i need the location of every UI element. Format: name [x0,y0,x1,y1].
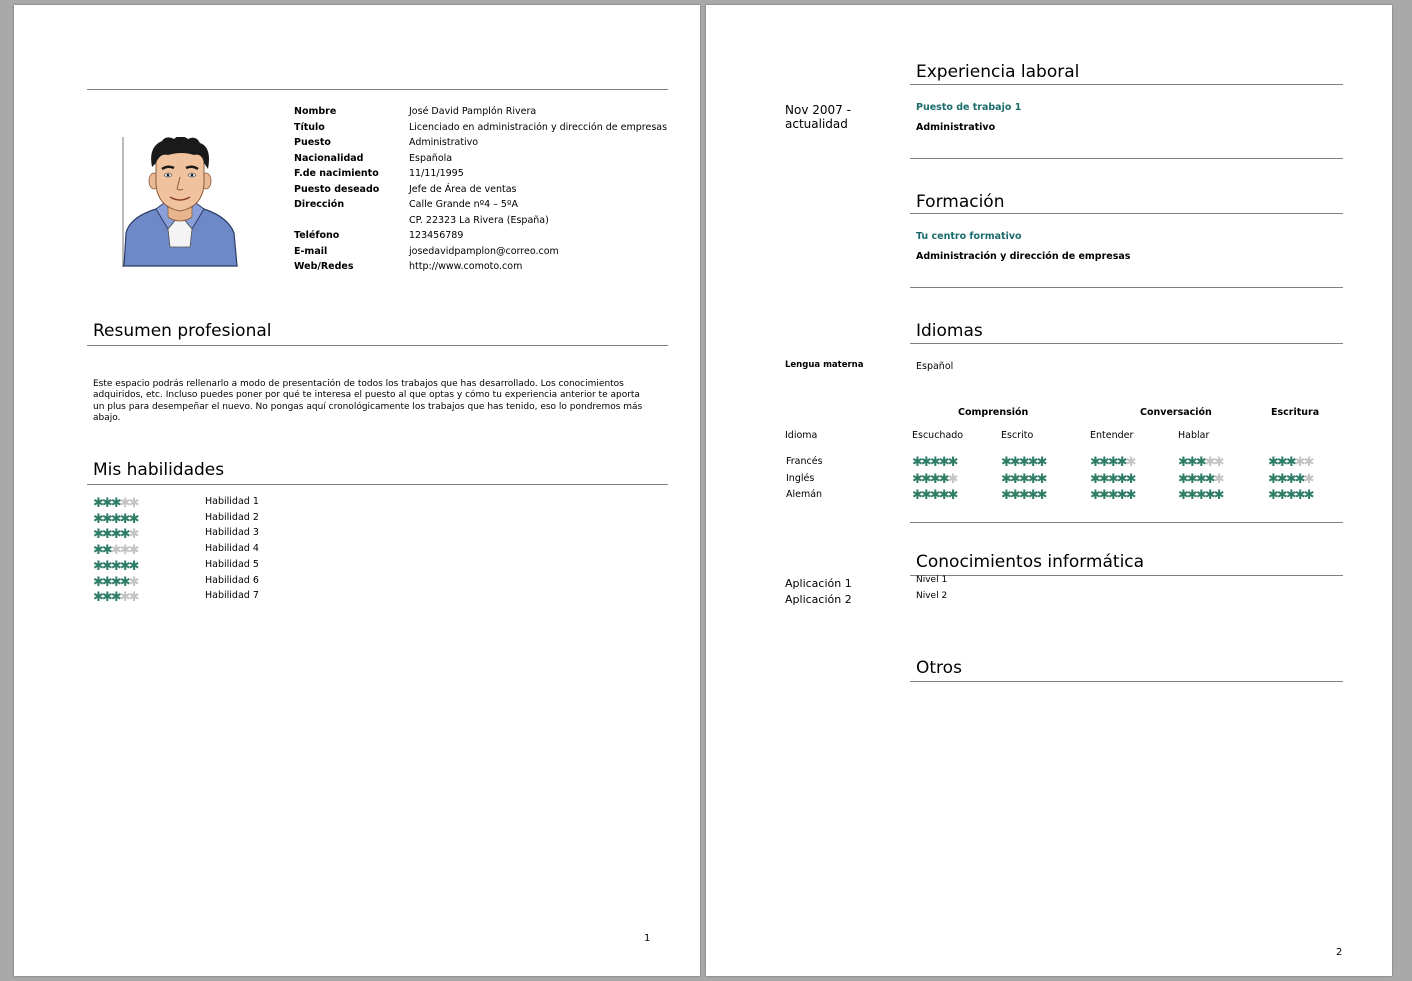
experience-period-end: actualidad [785,117,848,131]
star-filled-icon: ✱ [1186,471,1196,487]
it-level: Nivel 2 [916,590,948,601]
experience-bottom-rule [910,158,1343,159]
star-filled-icon: ✱ [1285,471,1295,487]
experience-period [785,103,851,131]
skill-stars [93,528,138,541]
summary-line: abajo. [93,412,121,423]
info-value: Administrativo [409,137,479,148]
star-filled-icon: ✱ [920,455,930,470]
star-filled-icon: ✱ [1001,488,1010,503]
star-filled-icon: ✱ [101,590,111,606]
experience-title: Experiencia laboral [916,62,1080,82]
star-filled-icon: ✱ [1009,488,1019,503]
language-stars [1268,473,1313,486]
star-filled-icon: ✱ [1107,471,1117,487]
star-filled-icon: ✱ [1294,471,1304,487]
star-filled-icon: ✱ [1178,455,1187,470]
star-filled-icon: ✱ [110,496,120,511]
info-label: Dirección [294,199,345,210]
star-filled-icon: ✱ [1018,488,1028,503]
star-filled-icon: ✱ [1027,488,1037,503]
it-level: Nivel 1 [916,575,948,585]
star-filled-icon: ✱ [93,574,102,590]
languages-bottom-rule [910,522,1343,523]
star-filled-icon: ✱ [93,543,102,559]
language-stars [1001,473,1046,486]
education-rule [910,213,1343,214]
star-filled-icon: ✱ [1285,455,1295,470]
it-app: Aplicación 2 [785,592,852,606]
star-filled-icon: ✱ [101,527,111,543]
star-filled-icon: ✱ [920,471,930,487]
star-filled-icon: ✱ [1001,455,1010,470]
star-filled-icon: ✱ [1186,455,1196,470]
star-filled-icon: ✱ [93,558,102,574]
skill-stars [93,513,138,526]
star-filled-icon: ✱ [1090,488,1099,503]
star-filled-icon: ✱ [1204,471,1214,487]
info-value: 123456789 [409,230,464,241]
education-title: Formación [916,192,1005,212]
language-stars [1268,456,1313,469]
info-value: Licenciado en administración y dirección de empresas [409,121,668,133]
star-filled-icon: ✱ [93,527,102,543]
skills-rule [87,484,668,485]
star-filled-icon: ✱ [101,496,111,511]
info-label: Web/Redes [294,261,354,272]
star-filled-icon: ✱ [1268,471,1277,487]
summary-line: Este espacio podrás rellenarlo a modo de presentación de todos los trabajos que has desarrollado. Los conocimientos [93,379,624,389]
avatar [122,137,238,267]
star-filled-icon: ✱ [1116,488,1126,503]
info-value: Española [409,152,453,164]
star-filled-icon: ✱ [929,471,939,487]
star-filled-icon: ✱ [912,488,921,503]
language-name: Alemán [786,489,823,500]
star-filled-icon: ✱ [1195,455,1205,470]
col-escuchado: Escuchado [912,430,964,441]
experience-period-start: Nov 2007 - [785,103,851,117]
info-value: CP. 22323 La Rivera (España) [409,214,549,226]
info-value: josedavidpamplon@correo.com [409,245,559,257]
skill-name: Habilidad 6 [205,574,259,586]
page-1 [14,5,700,976]
star-empty-icon: ✱ [128,590,138,606]
star-filled-icon: ✱ [938,455,948,470]
star-filled-icon: ✱ [1018,471,1028,487]
skill-name: Habilidad 4 [205,543,259,555]
star-filled-icon: ✱ [929,455,939,470]
languages-rule [910,343,1343,344]
languages-title: Idiomas [916,321,983,341]
skill-stars [93,544,138,557]
star-filled-icon: ✱ [1036,455,1046,470]
skill-stars [93,497,138,510]
star-filled-icon: ✱ [93,496,102,511]
star-filled-icon: ✱ [1276,471,1286,487]
star-filled-icon: ✱ [1285,488,1295,503]
col-entender: Entender [1090,430,1134,441]
info-label: F.de nacimiento [294,168,379,179]
info-value: http://www.comoto.com [409,261,523,272]
language-stars [912,489,957,502]
star-empty-icon: ✱ [1213,471,1223,487]
star-empty-icon: ✱ [1213,455,1223,470]
star-filled-icon: ✱ [1213,488,1223,503]
education-degree: Administración y dirección de empresas [916,251,1131,262]
star-filled-icon: ✱ [93,511,102,527]
star-empty-icon: ✱ [1294,455,1304,470]
info-label: E-mail [294,245,328,257]
star-filled-icon: ✱ [128,511,138,527]
language-stars [912,456,957,469]
star-empty-icon: ✱ [1204,455,1214,470]
star-filled-icon: ✱ [1036,471,1046,487]
star-filled-icon: ✱ [1303,488,1313,503]
star-filled-icon: ✱ [119,527,129,543]
star-filled-icon: ✱ [1018,455,1028,470]
star-filled-icon: ✱ [1125,488,1135,503]
star-filled-icon: ✱ [110,527,120,543]
info-value: Calle Grande nº4 – 5ºA [409,199,518,210]
star-filled-icon: ✱ [1009,471,1019,487]
star-filled-icon: ✱ [1107,455,1117,470]
page-2 [706,5,1392,976]
info-label: Puesto [294,137,331,148]
star-filled-icon: ✱ [929,488,939,503]
star-filled-icon: ✱ [1107,488,1117,503]
info-label: Título [294,121,325,133]
page-number: 2 [1336,947,1343,958]
star-filled-icon: ✱ [912,455,921,470]
star-empty-icon: ✱ [1303,471,1313,487]
info-value: Jefe de Área de ventas [409,183,517,195]
skill-stars [93,576,138,589]
star-empty-icon: ✱ [119,496,129,511]
star-filled-icon: ✱ [128,558,138,574]
star-filled-icon: ✱ [1098,455,1108,470]
language-stars [1090,456,1135,469]
star-filled-icon: ✱ [110,511,120,527]
star-filled-icon: ✱ [1027,471,1037,487]
star-filled-icon: ✱ [1098,471,1108,487]
experience-role: Administrativo [916,122,996,133]
star-filled-icon: ✱ [110,574,120,590]
star-empty-icon: ✱ [110,543,120,559]
it-rule [910,575,1343,576]
language-stars [1178,489,1223,502]
star-filled-icon: ✱ [1116,471,1126,487]
info-value: 11/11/1995 [409,168,464,179]
star-filled-icon: ✱ [1027,455,1037,470]
star-filled-icon: ✱ [920,488,930,503]
star-filled-icon: ✱ [1294,488,1304,503]
col-escrito: Escrito [1001,430,1034,441]
star-empty-icon: ✱ [119,543,129,559]
star-empty-icon: ✱ [128,496,138,511]
star-empty-icon: ✱ [947,471,957,487]
star-filled-icon: ✱ [1195,488,1205,503]
education-bottom-rule [910,287,1343,288]
star-empty-icon: ✱ [128,574,138,590]
col-hablar: Hablar [1178,430,1210,441]
summary-rule [87,345,668,346]
language-name: Inglés [786,472,815,484]
others-rule [910,681,1343,682]
info-label: Nacionalidad [294,152,364,164]
info-label: Teléfono [294,230,340,241]
group-conversacion: Conversación [1140,407,1212,418]
info-label: Puesto deseado [294,183,380,195]
skill-name: Habilidad 3 [205,527,259,539]
star-empty-icon: ✱ [128,543,138,559]
star-filled-icon: ✱ [1195,471,1205,487]
star-filled-icon: ✱ [101,558,111,574]
summary-line: un plus para desempeñar el nuevo. No pongas aquí cronológicamente los trabajos que has tenido, eso lo pondremos más [93,401,643,412]
skill-name: Habilidad 2 [205,511,259,523]
others-title: Otros [916,658,962,678]
star-filled-icon: ✱ [110,558,120,574]
skill-name: Habilidad 1 [205,496,259,507]
star-empty-icon: ✱ [128,527,138,543]
star-filled-icon: ✱ [1090,471,1099,487]
star-filled-icon: ✱ [110,590,120,606]
mother-tongue-label: Lengua materna [785,360,864,370]
top-rule [87,89,668,90]
skill-stars [93,591,138,604]
mother-tongue: Español [916,361,954,372]
star-filled-icon: ✱ [101,511,111,527]
col-idioma: Idioma [785,430,818,441]
star-filled-icon: ✱ [1001,471,1010,487]
star-empty-icon: ✱ [1125,455,1135,470]
skill-stars [93,560,138,573]
star-filled-icon: ✱ [1276,455,1286,470]
page-number: 1 [644,933,651,944]
star-filled-icon: ✱ [938,471,948,487]
group-comprension: Comprensión [958,407,1029,418]
star-filled-icon: ✱ [101,574,111,590]
skill-name: Habilidad 7 [205,590,259,602]
summary-line: adquiridos, etc. Incluso puedes poner por qué te interesa el puesto al que optas y cómo tu experiencia anterior te aporta [93,390,640,401]
star-filled-icon: ✱ [119,511,129,527]
star-filled-icon: ✱ [912,471,921,487]
star-empty-icon: ✱ [1303,455,1313,470]
language-name: Francés [786,456,823,467]
star-filled-icon: ✱ [1178,488,1187,503]
star-filled-icon: ✱ [1268,455,1277,470]
experience-job: Puesto de trabajo 1 [916,102,1022,113]
experience-rule [910,84,1343,85]
star-filled-icon: ✱ [119,558,129,574]
star-filled-icon: ✱ [101,543,111,559]
language-stars [1178,456,1223,469]
star-filled-icon: ✱ [1186,488,1196,503]
language-stars [1178,473,1223,486]
star-filled-icon: ✱ [1090,455,1099,470]
star-filled-icon: ✱ [93,590,102,606]
language-stars [1090,473,1135,486]
star-filled-icon: ✱ [1204,488,1214,503]
star-filled-icon: ✱ [1276,488,1286,503]
language-stars [1090,489,1135,502]
star-filled-icon: ✱ [947,488,957,503]
language-stars [912,473,957,486]
skills-title: Mis habilidades [93,460,225,480]
star-filled-icon: ✱ [1178,471,1187,487]
star-filled-icon: ✱ [1116,455,1126,470]
summary-title: Resumen profesional [93,321,272,341]
star-filled-icon: ✱ [1268,488,1277,503]
star-filled-icon: ✱ [1098,488,1108,503]
it-title: Conocimientos informática [916,552,1145,572]
group-escritura: Escritura [1271,407,1320,418]
star-filled-icon: ✱ [119,574,129,590]
star-filled-icon: ✱ [1036,488,1046,503]
skill-name: Habilidad 5 [205,558,259,570]
education-center: Tu centro formativo [916,231,1022,242]
info-label: Nombre [294,106,337,117]
language-stars [1268,489,1313,502]
language-stars [1001,456,1046,469]
star-filled-icon: ✱ [938,488,948,503]
star-filled-icon: ✱ [947,455,957,470]
star-filled-icon: ✱ [1125,471,1135,487]
star-empty-icon: ✱ [119,590,129,606]
it-app: Aplicación 1 [785,577,852,590]
star-filled-icon: ✱ [1009,455,1019,470]
info-value: José David Pamplón Rivera [409,106,537,117]
language-stars [1001,489,1046,502]
